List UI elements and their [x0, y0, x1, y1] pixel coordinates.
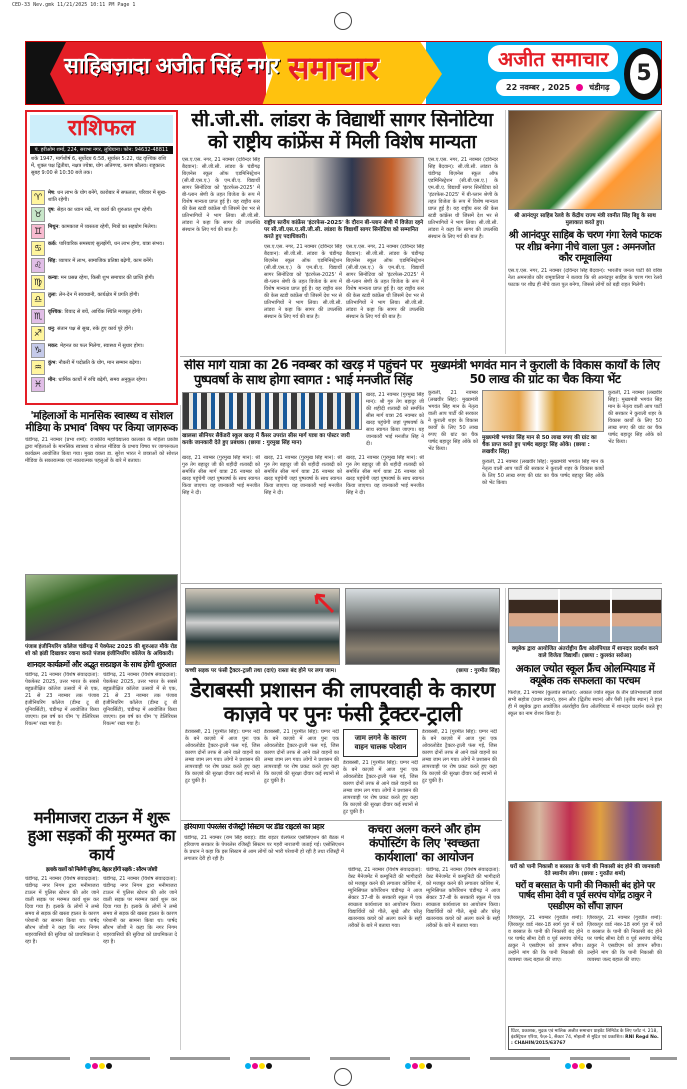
tractor-caption: कच्ची सड़क पर फंसी ट्रैक्टर-ट्राली तथा (दाएं) रास्ता बंद होने पर लगा जाम। (छाया : गुरमीत सिंह) — [185, 668, 500, 674]
date: 22 नवम्बर , 2025 — [506, 83, 571, 92]
right-bottom-column — [508, 588, 662, 1050]
zodiac-text: लेन-देन में सावधानी, कार्यक्षेत्र में प्रगति होगी। — [58, 292, 140, 298]
zodiac-icon: ♉ — [31, 207, 45, 222]
sees-marg-caption: खालसा सीनियर सैकेंडरी स्कूल खरड़ में कैंसर उपरांत सीस मार्ग यात्रा का पोस्टर जारी करके जानकारी देते हुए प्रबंधक। (छाया : गुरमुख सिंह मान) — [182, 432, 350, 446]
derabassi-headline: डेराबस्सी प्रशासन की लापरवाही के कारण काज़वे पर पुनः फंसी ट्रैक्टर-ट्राली — [190, 678, 495, 727]
derabassi-body-2: डेराबस्सी, 21 (गुरमीत सिंह): घग्गर नदी के बने काज़वे में आज पुनः एक ओवरलोडेड ट्रैक्टर-ट्राली फंस गई, जिस कारण दोनों तरफ से आने वाले वाहनों का लम्बा जाम लग गया। लोगों ने प्रशासन की लापरवाही पर रोष प्रकट करते हुए कहा कि काज़वे की सुरक्षा दीवार कई स्थानों से टूट चुकी है। — [264, 729, 339, 785]
color-calibration-dots — [85, 1054, 113, 1073]
horoscope-item: ♑ मकर: मेहनत का फल मिलेगा, स्वास्थ्य में सुधार होगा। — [27, 342, 176, 359]
column-divider — [505, 110, 506, 354]
horoscope-item: ♒ कुंभ: नौकरी में पदोन्नति के योग, मान सम्मान बढ़ेगा। — [27, 359, 176, 376]
haryana-body: चंडीगढ़, 21 नवम्बर (राम सिंह बराड़): डीड राइटर वेलफेयर एसोसिएशन की बैठक में हरियाणा सरकार के पेपरलेस रजिस्ट्री सिस्टम पर गहरी नाराजगी जताई गई। एसोसिएशन के प्रधान ने कहा कि इस सिस्टम से आम लोगों को भारी परेशानी हो रही है तथा रजिस्ट्री में लगातार देरी हो रही है। — [184, 834, 344, 862]
olympiad-caption: क्यूबेक द्वारा आयोजित अंतर्राष्ट्रीय फ्रैंच ओलंपियाड में शानदार प्रदर्शन करने वाले विजेता विद्यार्थी। (छाया : कुलवंत सरोआ) — [511, 646, 659, 659]
horoscope-item: ♍ कन्या: मन प्रसन्न रहेगा, किसी शुभ समाचार की प्राप्ति होगी। — [27, 274, 176, 291]
seema-body-2: ज़िरकपुर, 21 नवम्बर (गुरप्रीत शर्मा): ज़िरकपुर वार्ड नंबर-18 स्वर्ग पुरा में घरों व बरसात के पानी की निकासी बंद होने पर पार्षद सीमा देवी व पूर्व सरपंच योगेंद्र ठाकुर ने एसडीएम को ज्ञापन सौंपा। उन्होंने मांग की कि पानी निकासी की व्यवस्था जल्द बहाल की जाए। — [587, 915, 662, 964]
lead-caption: राष्ट्रीय स्तरीय कांफ्रेंस 'इंटरफेस-2025' के दौरान बी-प्लान श्रेणी में विजेता रहने पर सी.जी.एस.ए.सी.जी.सी. लांडरा के विद्यार्थी सागर सिनोटिया को सम्मानित करते हुए पदाधिकारी। — [264, 219, 424, 240]
horoscope-item: ♉ वृष: सेहत का ध्यान रखें, नए कार्य की शुरुआत शुभ रहेगी। — [27, 206, 176, 223]
lead-article — [182, 110, 502, 354]
zodiac-icon: ♑ — [31, 343, 45, 358]
manimajra-subhead: इलाके वालों को मिलेगी सुविधा, बेहतर होंगी सड़कें : सौरभ जोशी — [46, 867, 157, 874]
horoscope-box — [25, 110, 178, 405]
sees-marg-body-2: खरड़, 21 नवम्बर (गुरमुख सिंह मान): श्री गुरु तेग बहादुर जी की शहीदी शताब्दी को समर्पित सीस मार्ग यात्रा 26 नवम्बर को खरड़ पहुंचेगी जहां पुष्पवर्षा के साथ स्वागत किया जाएगा। यह जानकारी भाई मनजीत सिंह ने दी। — [182, 454, 260, 496]
zodiac-icon: ♏ — [31, 309, 45, 324]
residents-caption: घरों को पानी निकासी व बरसात के पानी की निकासी बंद होने की जानकारी देते स्थानीय लोग। (छाया : गुरप्रीत शर्मा) — [510, 864, 660, 878]
zodiac-name: सिंह — [48, 258, 56, 264]
section-word: समाचार — [288, 49, 379, 87]
akal-body: फिरोज़, 21 नवम्बर (कुलवंत सरोआ): अकाल ज्योत स्कूल के तीन प्रतिभाशाली छात्रों सभी सहोत्रा (प्रथम स्थान), हरुन और (द्वितीय स्थान) और पैसी (तृतीय स्थान) ने हाल ही में क्यूबेक द्वारा आयोजित अंतर्राष्ट्रीय फ्रैंच ओलंपियाड में शानदार प्रदर्शन करते हुए स्कूल का नाम रोशन किया है। — [508, 690, 662, 718]
zodiac-icon: ♊ — [31, 224, 45, 239]
zodiac-text: मन प्रसन्न रहेगा, किसी शुभ समाचार की प्राप्ति होगी। — [60, 275, 155, 281]
kachra-headline: कचरा अलग करने और होम कंपोस्टिंग के लिए 'स्वच्छता कार्यशाला' का आयोजन — [368, 823, 480, 864]
lead-headline: सी.जी.सी. लांडरा के विद्यार्थी सागर सिनोटिया को राष्ट्रीय कांफ्रेंस में मिली विशेष मान्यता — [191, 110, 493, 153]
zodiac-name: तुला — [48, 292, 56, 298]
zodiac-name: मिथुन — [48, 224, 59, 230]
color-calibration-dots — [565, 1054, 593, 1073]
olympiad-students-photo — [508, 588, 662, 643]
residents-photo — [508, 801, 662, 861]
zodiac-text: मेहनत का फल मिलेगा, स्वास्थ्य में सुधार होगा। — [60, 343, 144, 349]
zodiac-icon: ♐ — [31, 326, 45, 341]
derabassi-inset-box: जाम लगने के कारण वाहन चालक परेशान — [343, 729, 418, 757]
zodiac-text: कामकाज में व्यस्तता रहेगी, मित्रों का सहयोग मिलेगा। — [61, 224, 157, 230]
section-title: साहिबज़ादा अजीत सिंह नगर — [64, 54, 279, 79]
kachra-body-2: चंडीगढ़, 21 नवम्बर (विशेष संवाददाता): वेस्ट मैनेजमेंट में कम्युनिटी की भागीदारी को मजबूत करने की लगातार कोशिश में, म्युनिसिपल कॉर्पोरेशन चंडीगढ़ ने आज सेक्टर 37-बी के सरकारी स्कूल में एक स्वच्छता कार्यशाला का आयोजन किया। विद्यार्थियों को गीले, सूखे और घरेलू खतरनाक कचरे को अलग करने के सही तरीकों के बारे में बताया गया। — [426, 867, 500, 930]
pecfest-body-2: चंडीगढ़, 21 नवम्बर (विशेष संवाददाता): पेकफेस्ट 2025, उत्तर भारत के सबसे बहुप्रतीक्षित कॉलेज उत्सवों में से एक, 21 से 23 नवम्बर तक पंजाब इंजीनियरिंग कॉलेज (डीम्ड टू बी यूनिवर्सिटी), चंडीगढ़ में आयोजित किया जाएगा। इस वर्ष का थीम 'ए डेलिरियस रियल्म' रखा गया है। — [103, 672, 177, 728]
derabassi-article — [185, 588, 500, 818]
seema-headline: घरों व बरसात के पानी की निकासी बंद होने पर पार्षद सीमा देवी व पूर्व सरपंच योगेंद्र ठाकुर ने एसडीएम को सौंपा ज्ञापन — [515, 881, 655, 912]
haryana-article — [184, 823, 344, 1050]
horoscope-item: ♐ धनु: संतान पक्ष से सुख, रुके हुए कार्य पूरे होंगे। — [27, 325, 176, 342]
horoscope-item: ♌ सिंह: व्यापार में लाभ, सामाजिक प्रतिष्ठा बढ़ेगी, काम बनेंगे। — [27, 257, 176, 274]
rni-number: RNI Regd No. : CHAHIN/2015/63767 — [511, 1035, 659, 1046]
pecfest-headline: शानदार कार्यक्रमों और अद्भुत सरप्राइज के साथ होगी शुरुआत — [26, 659, 177, 669]
zodiac-text: पारिवारिक समस्याएं सुलझेंगी, धन लाभ होगा, यात्रा संभव। — [58, 241, 164, 247]
sees-marg-photo — [182, 392, 362, 430]
lead-body-4: एस.ए.एस. नगर, 21 नवम्बर (दविन्दर सिंह बैदवान): सी.जी.सी. लांडरा के चंडीगढ़ बिज़नेस स्कूल ऑफ एडमिनिस्ट्रेशन (सी.बी.एस.ए.) के एम.बी.ए. विद्यार्थी सागर सिनोटिया को 'इंटरफेस-2025' में बी-प्लान श्रेणी के तहत विजेता के रूप में विशेष मान्यता प्राप्त हुई है। यह राष्ट्रीय स्तर की केस स्टडी कांफ्रेंस थी जिसमें देश भर से प्रतिभागियों ने भाग लिया। सी.जी.सी. लांडरा ने कहा कि सागर की उपलब्धि संस्थान के लिए गर्व की बात है। — [428, 156, 498, 240]
registration-mark-icon — [334, 1068, 352, 1086]
sees-marg-body: खरड़, 21 नवम्बर (गुरमुख सिंह मान): श्री गुरु तेग बहादुर जी की शहीदी शताब्दी को समर्पित सीस मार्ग यात्रा 26 नवम्बर को खरड़ पहुंचेगी जहां पुष्पवर्षा के साथ स्वागत किया जाएगा। यह जानकारी भाई मनजीत सिंह ने दी। — [366, 391, 424, 447]
panchang-intro: शके 1947, मार्गशीर्ष 6, सूर्योदय 6:58, सूर्यास्त 5:22, चंद्र वृश्चिक राशि में, शुक्ल पक्ष द्वितीया, नक्षत्र ज्येष्ठा, योग अतिगण्ड, करण कौलव। राहुकाल: सुबह 9:00 से 10:30 बजे तक। — [31, 156, 167, 176]
zodiac-icon: ♌ — [31, 258, 45, 273]
pecfest-caption: पंजाब इंजीनियरिंग कॉलेज चंडीगढ़ में पेक्फेस्ट 2025 की शुरुआत मौके रोड शो को झंडी दिखाकर रवाना करते पंजाब इंजीनियरिंग कॉलेज के अधिकारी। — [25, 643, 177, 657]
red-arrow-icon — [313, 592, 337, 616]
cm-body-3: कुराली, 21 नवम्बर (लखवीर सिंह): मुख्यमंत्री भगवंत सिंह मान के नेतृत्व वाली आप पार्टी की सरकार ने कुराली शहर के विकास कार्यों के लिए 50 लाख रुपए की ग्रांट का चैक पार्षद बहादुर सिंह ओके को भेंट किया। — [482, 458, 604, 486]
divider — [180, 820, 502, 821]
zodiac-icon: ♍ — [31, 275, 45, 290]
registration-mark-icon — [334, 12, 352, 30]
zodiac-name: मकर — [48, 343, 57, 349]
zodiac-text: सेहत का ध्यान रखें, नए कार्य की शुरुआत शुभ रहेगी। — [56, 207, 153, 213]
bridge-body: एस.ए.एस. नगर, 21 नवम्बर (दविन्दर सिंह बैदवान): भारतीय जनता पार्टी की वरिष्ठ नेता अमनजोत कौर रामूवालिया ने बताया कि श्री आनंदपुर साहिब के चरण गंगा रेलवे फाटक पर शीघ्र ही नीचे वाला पुल बनेगा, जिससे लोगों को बड़ी राहत मिलेगी। — [508, 267, 662, 288]
lead-body-3: एस.ए.एस. नगर, 21 नवम्बर (दविन्दर सिंह बैदवान): सी.जी.सी. लांडरा के चंडीगढ़ बिज़नेस स्कूल ऑफ एडमिनिस्ट्रेशन (सी.बी.एस.ए.) के एम.बी.ए. विद्यार्थी सागर सिनोटिया को 'इंटरफेस-2025' में बी-प्लान श्रेणी के तहत विजेता के रूप में विशेष मान्यता प्राप्त हुई है। यह राष्ट्रीय स्तर की केस स्टडी कांफ्रेंस थी जिसमें देश भर से प्रतिभागियों ने भाग लिया। सी.जी.सी. लांडरा ने कहा कि सागर की उपलब्धि संस्थान के लिए गर्व की बात है। — [346, 243, 424, 320]
zodiac-text: विवाद से बचें, आर्थिक स्थिति मजबूत होगी। — [64, 309, 143, 315]
lead-body: एस.ए.एस. नगर, 21 नवम्बर (दविन्दर सिंह बैदवान): सी.जी.सी. लांडरा के चंडीगढ़ बिज़नेस स्कूल ऑफ एडमिनिस्ट्रेशन (सी.बी.एस.ए.) के एम.बी.ए. विद्यार्थी सागर सिनोटिया को 'इंटरफेस-2025' में बी-प्लान श्रेणी के तहत विजेता के रूप में विशेष मान्यता प्राप्त हुई है। यह राष्ट्रीय स्तर की केस स्टडी कांफ्रेंस थी जिसमें देश भर से प्रतिभागियों ने भाग लिया। सी.जी.सी. लांडरा ने कहा कि सागर की उपलब्धि संस्थान के लिए गर्व की बात है। — [182, 156, 260, 233]
zodiac-name: मीन — [48, 377, 56, 383]
zodiac-text: धन लाभ के योग बनेंगे, कारोबार में सफलता, परिवार में सुख-शांति रहेगी। — [48, 190, 167, 203]
horoscope-title: राशिफल — [30, 115, 173, 143]
derabassi-body-3: डेराबस्सी, 21 (गुरमीत सिंह): घग्गर नदी के बने काज़वे में आज पुनः एक ओवरलोडेड ट्रैक्टर-ट्राली फंस गई, जिस कारण दोनों तरफ से आने वाले वाहनों का लम्बा जाम लग गया। लोगों ने प्रशासन की लापरवाही पर रोष प्रकट करते हुए कहा कि काज़वे की सुरक्षा दीवार कई स्थानों से टूट चुकी है। — [343, 760, 418, 816]
zodiac-icon: ♎ — [31, 292, 45, 307]
divider — [180, 583, 662, 584]
kachra-body: चंडीगढ़, 21 नवम्बर (विशेष संवाददाता): वेस्ट मैनेजमेंट में कम्युनिटी की भागीदारी को मजबूत करने की लगातार कोशिश में, म्युनिसिपल कॉर्पोरेशन चंडीगढ़ ने आज सेक्टर 37-बी के सरकारी स्कूल में एक स्वच्छता कार्यशाला का आयोजन किया। विद्यार्थियों को गीले, सूखे और घरेलू खतरनाक कचरे को अलग करने के सही तरीकों के बारे में बताया गया। — [348, 867, 422, 930]
zodiac-icon: ♋ — [31, 241, 45, 256]
color-calibration-dots — [245, 1054, 273, 1073]
cm-grant-headline: मुख्यमंत्री भगवंत मान ने कुराली के विकास कार्यों के लिए 50 लाख की ग्रांट का चैक किया भेंट — [430, 359, 660, 386]
zodiac-name: कन्या — [48, 275, 58, 281]
manimajra-headline: मनीमाजरा टाऊन में शुरू हुआ सड़कों की मुरम्मत का कार्य — [27, 807, 176, 864]
photo-credit: (छाया : गुरमुख सिंह मान) — [248, 439, 302, 446]
zodiac-name: वृश्चिक — [48, 309, 62, 315]
minister-meeting-photo — [508, 110, 662, 210]
lead-photo — [264, 157, 424, 217]
manimajra-body: चंडीगढ़, 21 नवम्बर (विशेष संवाददाता): चंडीगढ़ नगर निगम द्वारा मनीमाजरा टाऊन में पुलिस स्टेशन की ओर जाने वाली सड़क पर मरम्मत कार्य शुरू कर दिया गया है। इलाके के लोगों ने लम्बे समय से सड़क की खस्ता हालत के कारण परेशानी का सामना किया था। पार्षद सौरभ जोशी ने कहा कि नगर निगम शहरवासियों की सुविधा को प्राथमिकता दे रहा है। — [25, 876, 99, 946]
zodiac-name: कर्क — [48, 241, 56, 247]
horoscope-item: ♏ वृश्चिक: विवाद से बचें, आर्थिक स्थिति मजबूत होगी। — [27, 308, 176, 325]
zodiac-name: मेष — [48, 190, 54, 196]
lead-body-2: एस.ए.एस. नगर, 21 नवम्बर (दविन्दर सिंह बैदवान): सी.जी.सी. लांडरा के चंडीगढ़ बिज़नेस स्कूल ऑफ एडमिनिस्ट्रेशन (सी.बी.एस.ए.) के एम.बी.ए. विद्यार्थी सागर सिनोटिया को 'इंटरफेस-2025' में बी-प्लान श्रेणी के तहत विजेता के रूप में विशेष मान्यता प्राप्त हुई है। यह राष्ट्रीय स्तर की केस स्टडी कांफ्रेंस थी जिसमें देश भर से प्रतिभागियों ने भाग लिया। सी.जी.सी. लांडरा ने कहा कि सागर की उपलब्धि संस्थान के लिए गर्व की बात है। — [264, 243, 342, 320]
horoscope-list — [27, 189, 176, 393]
kachra-article — [348, 823, 500, 1050]
horoscope-item: ♓ मीन: धार्मिक कार्यों में रुचि बढ़ेगी, समय अनुकूल रहेगा। — [27, 376, 176, 393]
sees-marg-body-3: खरड़, 21 नवम्बर (गुरमुख सिंह मान): श्री गुरु तेग बहादुर जी की शहीदी शताब्दी को समर्पित सीस मार्ग यात्रा 26 नवम्बर को खरड़ पहुंचेगी जहां पुष्पवर्षा के साथ स्वागत किया जाएगा। यह जानकारी भाई मनजीत सिंह ने दी। — [264, 454, 342, 496]
dateline — [496, 79, 620, 96]
traffic-jam-photo — [345, 588, 500, 665]
zodiac-text: संतान पक्ष से सुख, रुके हुए कार्य पूरे होंगे। — [57, 326, 133, 332]
cm-caption: मुख्यमंत्री भगवंत सिंह मान से 50 लाख रुपए की ग्रांट का चैक प्राप्त करते हुए पार्षद बहादुर सिंह ओके। (छाया : लखवीर सिंह) — [482, 434, 597, 455]
masthead — [25, 41, 662, 105]
zodiac-icon: ♓ — [31, 377, 45, 392]
sees-marg-headline: सीस मार्ग यात्रा का 26 नवम्बर को खरड़ में पहुंचने पर पुष्पवर्षा के साथ होगा स्वागत : भाई मनजीत सिंह — [184, 359, 422, 388]
women-headline: 'महिलाओं के मानसिक स्वास्थ्य व सोशल मीडिया के प्रभाव' विषय पर किया जागरूक — [25, 410, 178, 435]
zodiac-icon: ♈ — [31, 190, 45, 205]
zodiac-name: वृष — [48, 207, 54, 213]
manimajra-body-2: चंडीगढ़, 21 नवम्बर (विशेष संवाददाता): चंडीगढ़ नगर निगम द्वारा मनीमाजरा टाऊन में पुलिस स्टेशन की ओर जाने वाली सड़क पर मरम्मत कार्य शुरू कर दिया गया है। इलाके के लोगों ने लम्बे समय से सड़क की खस्ता हालत के कारण परेशानी का सामना किया था। पार्षद सौरभ जोशी ने कहा कि नगर निगम शहरवासियों की सुविधा को प्राथमिकता दे रहा है। — [103, 876, 177, 946]
pecfest-body: चंडीगढ़, 21 नवम्बर (विशेष संवाददाता): पेकफेस्ट 2025, उत्तर भारत के सबसे बहुप्रतीक्षित कॉलेज उत्सवों में से एक, 21 से 23 नवम्बर तक पंजाब इंजीनियरिंग कॉलेज (डीम्ड टू बी यूनिवर्सिटी), चंडीगढ़ में आयोजित किया जाएगा। इस वर्ष का थीम 'ए डेलिरियस रियल्म' रखा गया है। — [25, 672, 99, 728]
stuck-tractor-photo — [185, 588, 340, 665]
cm-body: कुराली, 21 नवम्बर (लखवीर सिंह): मुख्यमंत्री भगवंत सिंह मान के नेतृत्व वाली आप पार्टी की सरकार ने कुराली शहर के विकास कार्यों के लिए 50 लाख रुपए की ग्रांट का चैक पार्षद बहादुर सिंह ओके को भेंट किया। — [428, 389, 478, 452]
horoscope-item: ♊ मिथुन: कामकाज में व्यस्तता रहेगी, मित्रों का सहयोग मिलेगा। — [27, 223, 176, 240]
city: चंडीगढ़ — [589, 83, 610, 92]
page-number: 5 — [624, 48, 662, 100]
astrologer-address: पं. हरीओम शर्मा, 224, सराभा नगर, लुधियाना। फोन: 94632-48811 — [30, 146, 173, 154]
divider — [180, 356, 662, 357]
haryana-headline: हरियाणा पेपरलेस रजिस्ट्री सिस्टम पर डीड राइटर्स का प्रहार — [184, 823, 324, 831]
sees-marg-body-4: खरड़, 21 नवम्बर (गुरमुख सिंह मान): श्री गुरु तेग बहादुर जी की शहीदी शताब्दी को समर्पित सीस मार्ग यात्रा 26 नवम्बर को खरड़ पहुंचेगी जहां पुष्पवर्षा के साथ स्वागत किया जाएगा। यह जानकारी भाई मनजीत सिंह ने दी। — [346, 454, 424, 496]
sees-marg-article — [182, 359, 424, 580]
zodiac-text: धार्मिक कार्यों में रुचि बढ़ेगी, समय अनुकूल रहेगा। — [58, 377, 147, 383]
women-body: चंडीगढ़, 21 नवम्बर (प्रभा शर्मा): राजकीय महाविद्यालय कालका के महिला प्रकोष्ठ द्वारा महिलाओं के मानसिक स्वास्थ्य व सोशल मीडिया के प्रभाव विषय पर जागरूकता कार्यक्रम आयोजित किया गया। मुख्य वक्ता डा. सुरेश भारत ने छात्राओं को सोशल मीडिया के सकारात्मक एवं नकारात्मक पहलुओं के बारे में बताया। — [25, 437, 178, 465]
bridge-article — [508, 110, 662, 354]
seema-body: ज़िरकपुर, 21 नवम्बर (गुरप्रीत शर्मा): ज़िरकपुर वार्ड नंबर-18 स्वर्ग पुरा में घरों व बरसात के पानी की निकासी बंद होने पर पार्षद सीमा देवी व पूर्व सरपंच योगेंद्र ठाकुर ने एसडीएम को ज्ञापन सौंपा। उन्होंने मांग की कि पानी निकासी की व्यवस्था जल्द बहाल की जाए। — [508, 915, 583, 964]
column-divider — [505, 588, 506, 1050]
derabassi-body: डेराबस्सी, 21 (गुरमीत सिंह): घग्गर नदी के बने काज़वे में आज पुनः एक ओवरलोडेड ट्रैक्टर-ट्राली फंस गई, जिस कारण दोनों तरफ से आने वाले वाहनों का लम्बा जाम लग गया। लोगों ने प्रशासन की लापरवाही पर रोष प्रकट करते हुए कहा कि काज़वे की सुरक्षा दीवार कई स्थानों से टूट चुकी है। — [185, 729, 260, 785]
left-column — [25, 410, 178, 1050]
zodiac-name: कुंभ — [48, 360, 56, 366]
bridge-headline: श्री आनंदपुर साहिब के चरण गंगा रेलवे फाटक पर शीघ्र बनेगा नीचे वाला पुल : अमनजोत कौर रामूवालिया — [508, 230, 662, 264]
imprint-box: प्रिंटर, प्रकाशक, मुद्रक एवं मालिक अजीत समाचार प्राइवेट लिमिटेड के लिए प्लॉट नं. 218, इंडस्ट्रियल एरिया, फेज़-1, सैक्टर 74, मोहाली से मुद्रित एवं प्रकाशित। RNI Regd No. : CHAHIN/2015/63767 — [508, 1026, 662, 1050]
column-divider — [180, 405, 181, 1050]
pecfest-roadshow-photo — [25, 574, 178, 641]
zodiac-text: नौकरी में पदोन्नति के योग, मान सम्मान बढ़ेगा। — [58, 360, 141, 366]
zodiac-name: धनु — [48, 326, 54, 332]
horoscope-item: ♎ तुला: लेन-देन में सावधानी, कार्यक्षेत्र में प्रगति होगी। — [27, 291, 176, 308]
print-slug: CED-33 Nev.gmk 11/21/2025 10:11 PM Page 1 — [12, 2, 136, 8]
cm-body-2: कुराली, 21 नवम्बर (लखवीर सिंह): मुख्यमंत्री भगवंत सिंह मान के नेतृत्व वाली आप पार्टी की सरकार ने कुराली शहर के विकास कार्यों के लिए 50 लाख रुपए की ग्रांट का चैक पार्षद बहादुर सिंह ओके को भेंट किया। — [608, 389, 662, 445]
horoscope-item: ♈ मेष: धन लाभ के योग बनेंगे, कारोबार में सफलता, परिवार में सुख-शांति रहेगी। — [27, 189, 176, 206]
akal-headline: अकाल ज्योत स्कूल फ्रैंच ओलम्पियाड में क्यूबेक तक सफलता का परचम — [515, 663, 655, 688]
derabassi-body-4: डेराबस्सी, 21 (गुरमीत सिंह): घग्गर नदी के बने काज़वे में आज पुनः एक ओवरलोडेड ट्रैक्टर-ट्राली फंस गई, जिस कारण दोनों तरफ से आने वाले वाहनों का लम्बा जाम लग गया। लोगों ने प्रशासन की लापरवाही पर रोष प्रकट करते हुए कहा कि काज़वे की सुरक्षा दीवार कई स्थानों से टूट चुकी है। — [422, 729, 497, 785]
cm-article — [428, 359, 662, 580]
color-calibration-dots — [405, 1054, 433, 1073]
newspaper-brand: अजीत समाचार — [488, 45, 618, 72]
zodiac-text: व्यापार में लाभ, सामाजिक प्रतिष्ठा बढ़ेगी, काम बनेंगे। — [58, 258, 154, 264]
dot-icon — [576, 84, 583, 91]
minister-caption: श्री आनंदपुर साहिब रेलवे के केंद्रीय राज्य मंत्री रवनीत सिंह बिट्टू के साथ मुलाकात करते हुए। — [514, 213, 656, 226]
cm-cheque-photo — [482, 390, 604, 432]
horoscope-item: ♋ कर्क: पारिवारिक समस्याएं सुलझेंगी, धन लाभ होगा, यात्रा संभव। — [27, 240, 176, 257]
zodiac-icon: ♒ — [31, 360, 45, 375]
